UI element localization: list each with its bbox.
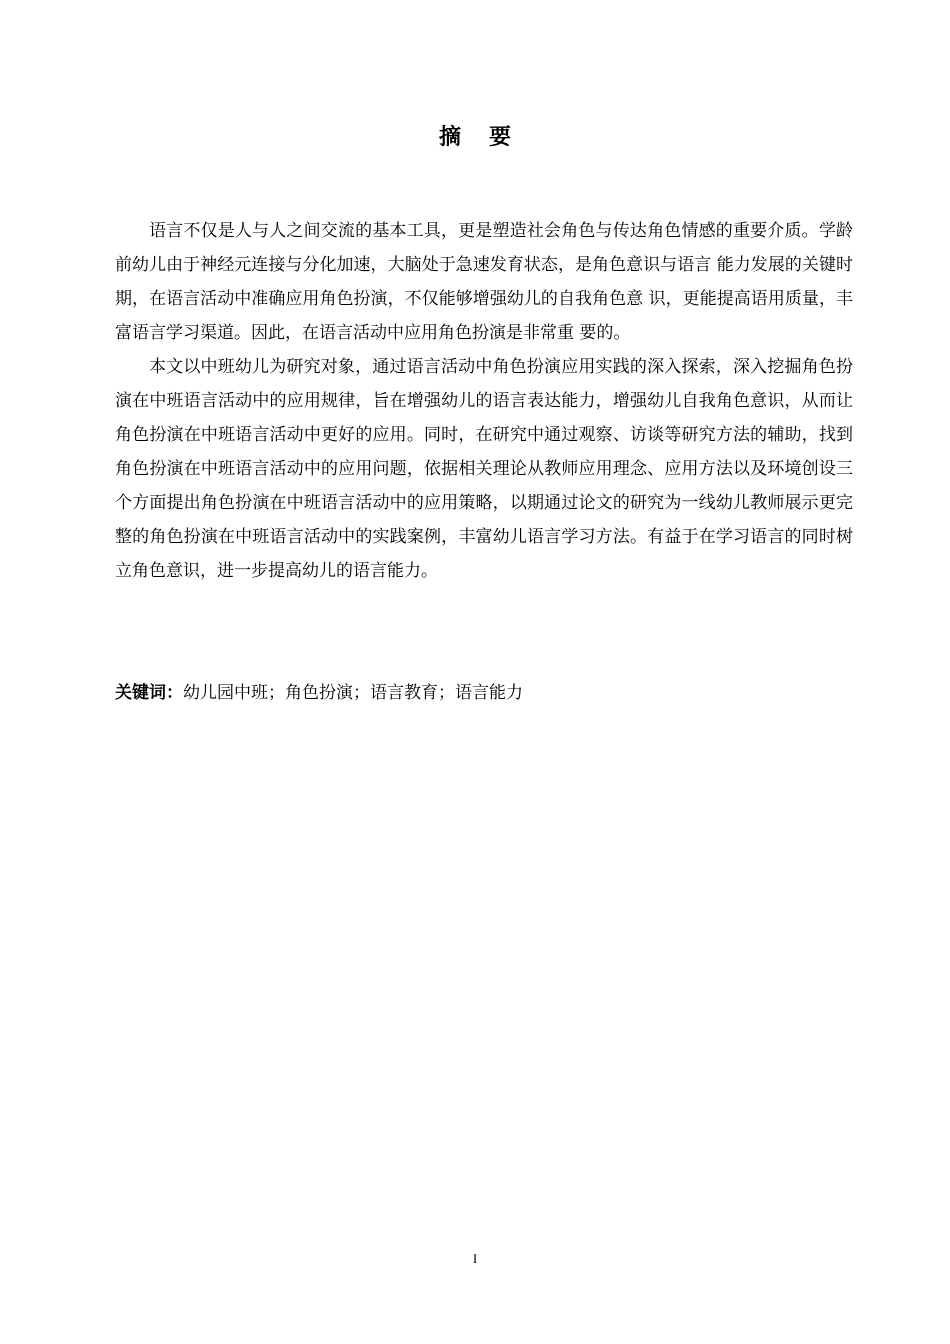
abstract-body — [115, 214, 853, 588]
page-number: I — [472, 1251, 478, 1266]
abstract-paragraph-1: 语言不仅是人与人之间交流的基本工具，更是塑造社会角色与传达角色情感的重要介质。学龄前幼儿由于神经元连接与分化加速，大脑处于急速发育状态，是角色意识与语言 能力发展的关键时期，在语言活动中准确应用角色扮演，不仅能够增强幼儿的自我角色意 识，更能提高语用质量，丰富语言学习渠道。因此，在语言活动中应用角色扮演是非常重 要的。 — [115, 221, 853, 343]
abstract-paragraph-2: 本文以中班幼儿为研究对象，通过语言活动中角色扮演应用实践的深入探索，深入挖掘角色扮演在中班语言活动中的应用规律，旨在增强幼儿的语言表达能力，增强幼儿自我角色意识，从而让角色扮演在中班语言活动中更好的应用。同时，在研究中通过观察、访谈等研究方法的辅助，找到角色扮演在中班语言活动中的应用问题，依据相关理论从教师应用理念、应用方法以及环境创设三个方面提出角色扮演在中班语言活动中的应用策略，以期通过论文的研究为一线幼儿教师展示更完整的角色扮演在中班语言活动中的实践案例，丰富幼儿语言学习方法。有益于在学习语言的同时树立角色意识，进一步提高幼儿的语言能力。 — [115, 357, 853, 581]
keywords-value: 幼儿园中班；角色扮演；语言教育；语言能力 — [183, 683, 523, 703]
page-title: 摘要 — [438, 125, 539, 150]
keywords-label: 关键词： — [115, 683, 183, 703]
keywords-line — [115, 676, 853, 710]
